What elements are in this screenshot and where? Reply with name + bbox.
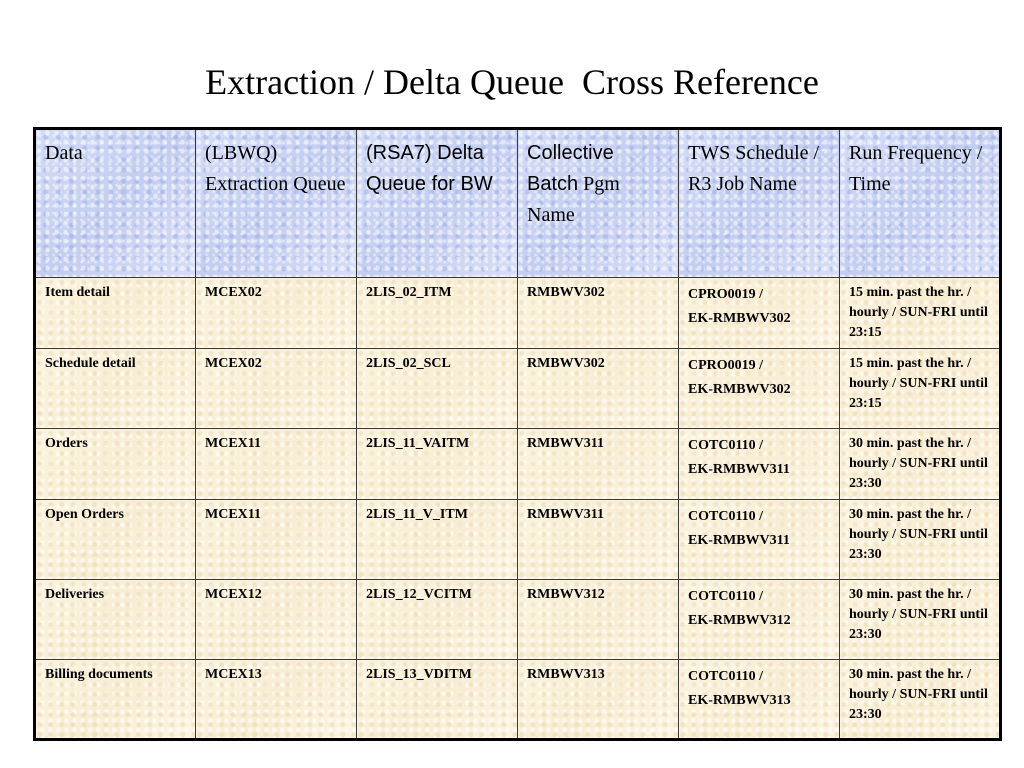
cell-pgm: RMBWV302 bbox=[518, 349, 679, 429]
cell-data: Deliveries bbox=[35, 580, 196, 660]
table-row bbox=[35, 349, 1001, 429]
header-collective-batch bbox=[518, 129, 679, 278]
cell-tws-line2: EK-RMBWV312 bbox=[688, 613, 791, 628]
cell-pgm: RMBWV302 bbox=[518, 278, 679, 349]
header-tws: TWS Schedule / R3 Job Name bbox=[679, 129, 840, 278]
cell-lbwq: MCEX13 bbox=[196, 660, 357, 740]
cell-rsa7: 2LIS_12_VCITM bbox=[357, 580, 518, 660]
cell-tws bbox=[679, 278, 840, 349]
cross-reference-table bbox=[33, 127, 1002, 741]
cell-data: Item detail bbox=[35, 278, 196, 349]
table-row bbox=[35, 660, 1001, 740]
header-rsa7: (RSA7) Delta Queue for BW bbox=[357, 129, 518, 278]
cell-tws-line2: EK-RMBWV302 bbox=[688, 382, 791, 397]
cell-tws-line2: EK-RMBWV313 bbox=[688, 693, 791, 708]
cell-tws-line2: EK-RMBWV311 bbox=[688, 462, 790, 477]
cell-tws-line2: EK-RMBWV302 bbox=[688, 311, 791, 326]
cell-run: 15 min. past the hr. / hourly / SUN-FRI until 23:15 bbox=[840, 349, 1001, 429]
cell-run: 30 min. past the hr. / hourly / SUN-FRI until 23:30 bbox=[840, 580, 1001, 660]
cell-lbwq: MCEX12 bbox=[196, 580, 357, 660]
table-row bbox=[35, 580, 1001, 660]
cell-pgm: RMBWV313 bbox=[518, 660, 679, 740]
cell-rsa7: 2LIS_02_SCL bbox=[357, 349, 518, 429]
table-row bbox=[35, 429, 1001, 500]
cell-rsa7: 2LIS_13_VDITM bbox=[357, 660, 518, 740]
cell-tws-line1: CPRO0019 / bbox=[688, 287, 764, 302]
cell-tws bbox=[679, 349, 840, 429]
cell-tws-line1: COTC0110 / bbox=[688, 589, 764, 604]
cell-pgm: RMBWV311 bbox=[518, 500, 679, 580]
cell-pgm: RMBWV312 bbox=[518, 580, 679, 660]
cell-rsa7: 2LIS_11_VAITM bbox=[357, 429, 518, 500]
header-pgm-name: Pgm Name bbox=[527, 173, 620, 226]
header-row bbox=[35, 129, 1001, 278]
header-collective-batch-sans: Collective Batch bbox=[527, 142, 614, 195]
header-lbwq: (LBWQ) Extraction Queue bbox=[196, 129, 357, 278]
cell-tws bbox=[679, 429, 840, 500]
cell-tws bbox=[679, 660, 840, 740]
cell-tws-line1: COTC0110 / bbox=[688, 509, 764, 524]
cell-pgm: RMBWV311 bbox=[518, 429, 679, 500]
cell-data: Schedule detail bbox=[35, 349, 196, 429]
cell-lbwq: MCEX11 bbox=[196, 429, 357, 500]
page-title: Extraction / Delta Queue Cross Reference bbox=[205, 62, 819, 102]
cell-tws-line1: COTC0110 / bbox=[688, 438, 764, 453]
cell-tws-line1: COTC0110 / bbox=[688, 669, 764, 684]
cell-run: 30 min. past the hr. / hourly / SUN-FRI until 23:30 bbox=[840, 500, 1001, 580]
cell-run: 30 min. past the hr. / hourly / SUN-FRI until 23:30 bbox=[840, 660, 1001, 740]
cell-tws bbox=[679, 500, 840, 580]
cell-lbwq: MCEX02 bbox=[196, 278, 357, 349]
cell-run: 30 min. past the hr. / hourly / SUN-FRI until 23:30 bbox=[840, 429, 1001, 500]
cell-lbwq: MCEX11 bbox=[196, 500, 357, 580]
cell-tws-line1: CPRO0019 / bbox=[688, 358, 764, 373]
cell-tws bbox=[679, 580, 840, 660]
table-row bbox=[35, 278, 1001, 349]
cell-data: Open Orders bbox=[35, 500, 196, 580]
table-row bbox=[35, 500, 1001, 580]
cell-tws-line2: EK-RMBWV311 bbox=[688, 533, 790, 548]
cell-data: Orders bbox=[35, 429, 196, 500]
cell-rsa7: 2LIS_02_ITM bbox=[357, 278, 518, 349]
cell-rsa7: 2LIS_11_V_ITM bbox=[357, 500, 518, 580]
cell-data: Billing documents bbox=[35, 660, 196, 740]
cell-run: 15 min. past the hr. / hourly / SUN-FRI until 23:15 bbox=[840, 278, 1001, 349]
header-data: Data bbox=[35, 129, 196, 278]
cell-lbwq: MCEX02 bbox=[196, 349, 357, 429]
header-run-frequency: Run Frequency / Time bbox=[840, 129, 1001, 278]
